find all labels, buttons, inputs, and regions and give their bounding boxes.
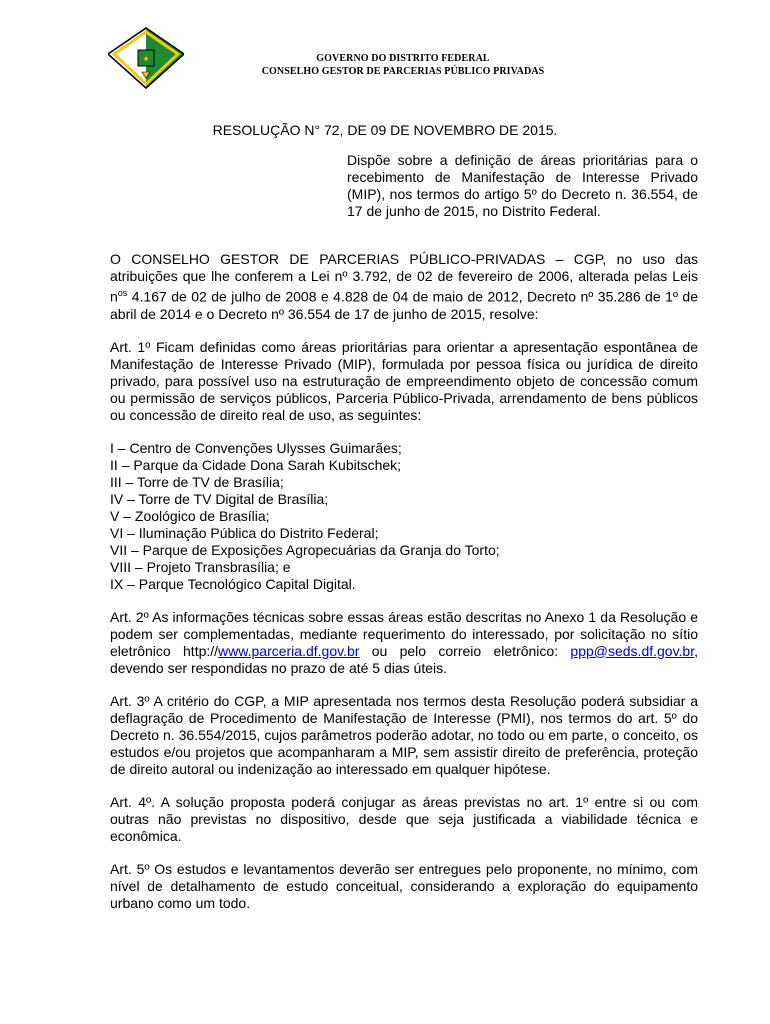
list-item: III – Torre de TV de Brasília;: [110, 473, 284, 490]
article-2-text-2: ou pelo correio eletrônico:: [359, 642, 571, 659]
list-item: II – Parque da Cidade Dona Sarah Kubitschek;: [110, 456, 402, 473]
preamble-paragraph: [110, 251, 698, 323]
article-4: Art. 4º. A solução proposta poderá conjugar as áreas previstas no art. 1º entre si ou com outras não previstas no dispositivo, desde que seja justificada a viabilidade técnica e econômica.: [110, 793, 698, 844]
list-item: VII – Parque de Exposições Agropecuárias da Granja do Torto;: [110, 541, 500, 558]
svg-text:✦: ✦: [142, 55, 150, 65]
priority-areas-list: [110, 440, 698, 593]
article-2-text-1: Art. 2º As informações técnicas sobre essas áreas estão descritas no Anexo 1 da Resolução e podem ser complementadas, mediante requerimento do interessado, por solicitação no sítio eletrônico http://: [110, 608, 698, 659]
resolution-summary: Dispõe sobre a definição de áreas prioritárias para o recebimento de Manifestação de Interesse Privado (MIP), nos termos do artigo 5º do Decreto n. 36.554, de 17 de junho de 2015, no Distrito Federal.: [347, 152, 698, 219]
list-item: IX – Parque Tecnológico Capital Digital.: [110, 575, 356, 592]
preamble-text-2: 4.167 de 02 de julho de 2008 e 4.828 de 04 de maio de 2012, Decreto nº 35.286 de 1º de abril de 2014 e o Decreto nº 36.554 de 17 de junho de 2015, resolve:: [110, 288, 698, 322]
parceria-website-link[interactable]: www.parceria.df.gov.br: [218, 642, 360, 659]
preamble-text-1: O CONSELHO GESTOR DE PARCERIAS PÚBLICO-PRIVADAS – CGP, no uso das atribuições que lhe conferem a Lei nº 3.792, de 02 de fevereiro de 2006, alterada pelas Leis n: [110, 251, 698, 305]
preamble-superscript: os: [117, 288, 128, 298]
list-item: IV – Torre de TV Digital de Brasília;: [110, 490, 329, 507]
article-5: Art. 5º Os estudos e levantamentos deverão ser entregues pelo proponente, no mínimo, com nível de detalhamento de estudo conceitual, considerando a exploração do equipamento urbano como um todo.: [110, 860, 698, 911]
article-2: [110, 609, 698, 677]
list-item: I – Centro de Convenções Ulysses Guimarães;: [110, 439, 402, 456]
article-1: Art. 1º Ficam definidas como áreas prioritárias para orientar a apresentação espontânea de Manifestação de Interesse Privado (MIP), formulada por pessoa física ou jurídica de direito privado, para possível uso na estruturação de empreendimento objeto de concessão comum ou permissão de serviços públicos, Parceria Público-Privada, arrendamento de bens públicos ou concessão de direito real de uso, as seguintes:: [110, 338, 698, 423]
df-coat-of-arms-icon: [108, 24, 184, 90]
article-2-text-3: , devendo ser respondidas no prazo de até 5 dias úteis.: [110, 642, 698, 676]
contact-email-link[interactable]: ppp@seds.df.gov.br: [570, 642, 695, 659]
resolution-title: RESOLUÇÃO N° 72, DE 09 DE NOVEMBRO DE 2015.: [212, 122, 558, 138]
list-item: VI – Iluminação Pública do Distrito Federal;: [110, 524, 379, 541]
header-government: GOVERNO DO DISTRITO FEDERAL: [316, 53, 490, 64]
list-item: VIII – Projeto Transbrasília; e: [110, 558, 291, 575]
document-body: [110, 251, 698, 912]
header-council: CONSELHO GESTOR DE PARCERIAS PÚBLICO PRIVADAS: [261, 66, 545, 77]
article-3: Art. 3º A critério do CGP, a MIP apresentada nos termos desta Resolução poderá subsidiar a deflagração de Procedimento de Manifestação de Interesse (PMI), nos termos do art. 5º do Decreto n. 36.554/2015, cujos parâmetros poderão adotar, no todo ou em parte, o conceito, os estudos e/ou projetos que acompanharam a MIP, sem assistir direito de preferência, proteção de direito autoral ou indenização ao interessado em qualquer hipótese.: [110, 692, 698, 777]
list-item: V – Zoológico de Brasília;: [110, 507, 270, 524]
document-header: [180, 52, 626, 78]
